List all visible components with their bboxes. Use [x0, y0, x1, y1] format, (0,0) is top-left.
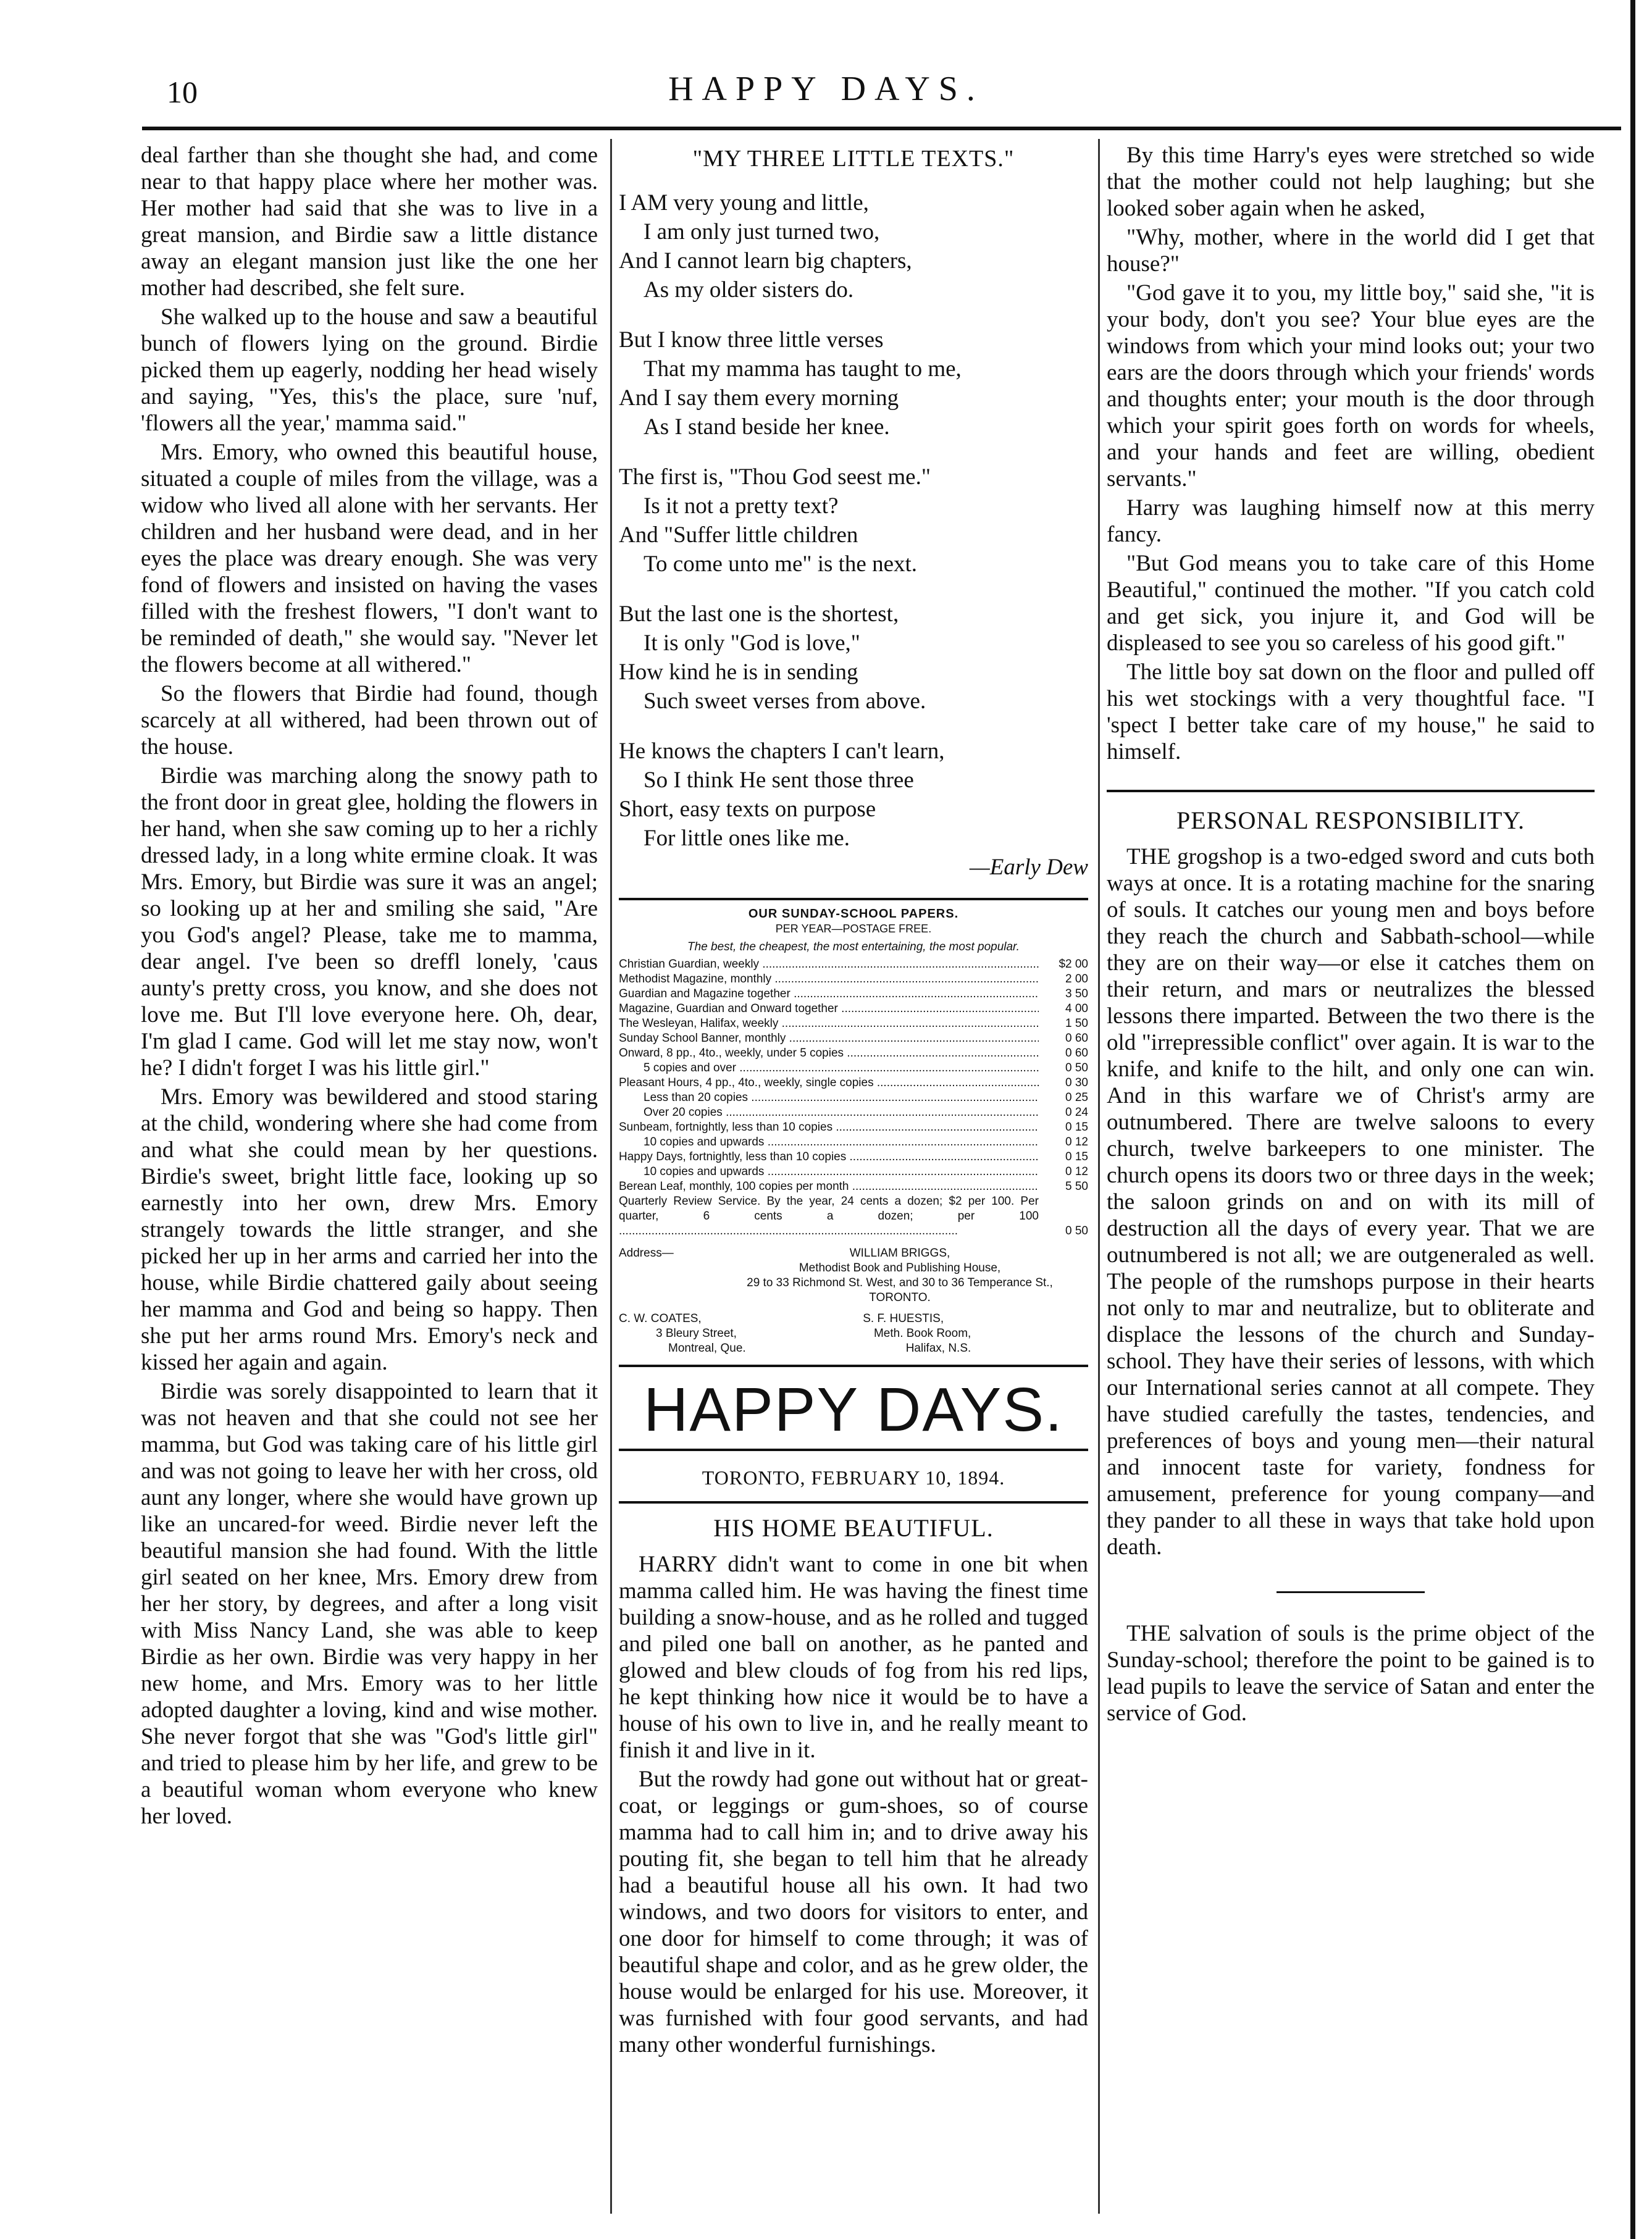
paragraph: But the rowdy had gone out without hat or great-coat, or leggings or gum-shoes, so of course mamma had to call him in; and to drive away his pouting fit, she began to tell him that he already had a beautiful house all his own. It had two windows, and two doors for visitors to enter, and one door for himself to come through; it was of beautiful shape and color, and as he grew older, the house would be enlarged for his use. Moreover, it was furnished with four good servants, and had many other wonderful furnishings. — [619, 1767, 1088, 2057]
poem-line: As I stand beside her knee. — [644, 414, 890, 440]
paragraph-text: didn't want to come in one bit when mamma called him. He was having the finest time building a snow-house, and as he rolled and tugged and piled one ball on another, as he panted and glowed and blew clouds of fog from his red lips, he kept thinking how nice it would be to have a house of his own to live in, and he really meant to finish it and live in it. — [619, 1552, 1088, 1763]
price-label: Magazine, Guardian and Onward together ..... — [619, 1002, 1039, 1016]
price-value: 1 50 — [1065, 1017, 1088, 1030]
price-row — [619, 1150, 1088, 1165]
price-label: Sunbeam, fortnightly, less than 10 copies ..... — [619, 1120, 1039, 1135]
price-label: The Wesleyan, Halifax, weekly ..... — [619, 1016, 1039, 1031]
agent-line: Montreal, Que. — [668, 1342, 746, 1355]
price-value: 0 12 — [1065, 1136, 1088, 1149]
paragraph: By this time Harry's eyes were stretched so wide that the mother could not help laughing; but she looked sober again when he asked, — [1107, 143, 1595, 221]
price-label: Onward, 8 pp., 4to., weekly, under 5 copies ..... — [619, 1046, 1039, 1061]
poem-stanza — [619, 327, 1088, 440]
agent-line: Meth. Book Room, — [873, 1327, 971, 1340]
papers-intro: The best, the cheapest, the most entertaining, the most popular. — [687, 940, 1020, 953]
poem-line: I AM very young and little, — [619, 190, 869, 216]
poem-credit: —Early Dew — [969, 855, 1088, 880]
price-label: 10 copies and upwards ..... — [619, 1165, 1039, 1179]
poem-line: And I say them every morning — [619, 385, 899, 411]
article-home-beautiful-part1 — [619, 1551, 1088, 2058]
price-value: 0 30 — [1065, 1076, 1088, 1089]
price-value: 0 60 — [1065, 1047, 1088, 1060]
price-row — [619, 1105, 1088, 1120]
paragraph: "God gave it to you, my little boy," said she, "it is your body, don't you see? Your blue eyes are the windows from which your mind looks out; your two ears are the doors through which your friends' words and thoughts enter; your mouth is the door through which your spirit goes forth on words for wheels, and your hands and feet are willing, obedient servants." — [1107, 280, 1595, 492]
poem — [619, 190, 1088, 852]
agents — [619, 1312, 1088, 1356]
paragraph: The little boy sat down on the floor and pulled off his wet stockings with a very thoughtful face. "I 'spect I better take care of my house," he said to himself. — [1107, 659, 1595, 764]
price-value: 0 15 — [1065, 1121, 1088, 1134]
paragraph: Mrs. Emory was bewildered and stood staring at the child, wondering where she had come from and what she could mean by her questions. Birdie's sweet, bright little face, looking up so earnestly into her own, drew Mrs. Emory strangely towards the little stranger, and she picked her up in her arms and carried her into the house, while Birdie chattered gaily about seeing her mamma and God and being so happy. Then she put her arms round Mrs. Emory's neck and kissed her again and again. — [141, 1084, 598, 1375]
price-value: 5 50 — [1065, 1180, 1088, 1193]
column-divider-1 — [610, 139, 612, 2214]
poem-line: Short, easy texts on purpose — [619, 797, 876, 822]
article-title-home-beautiful: HIS HOME BEAUTIFUL. — [713, 1514, 994, 1542]
poem-line: And "Suffer little children — [619, 522, 858, 548]
price-value: 0 12 — [1065, 1165, 1088, 1178]
price-row — [619, 1076, 1088, 1090]
price-row — [619, 1016, 1088, 1031]
price-row — [619, 1135, 1088, 1150]
paragraph: Mrs. Emory, who owned this beautiful house, situated a couple of miles from the village, was a widow who lived all alone with her servants. Her children and her husband were dead, and in her eyes the place was dreary enough. She was very fond of flowers and insisted on having the vases filled with the freshest flowers, "I don't want to be reminded of death," she would say. "Never let the flowers become at all withered." — [141, 440, 598, 677]
poem-stanza — [619, 738, 1088, 852]
price-row — [619, 957, 1088, 972]
column-divider-2 — [1098, 139, 1100, 2214]
price-row — [619, 1061, 1088, 1076]
poem-line: I am only just turned two, — [644, 219, 880, 245]
price-label: Methodist Magazine, monthly ..... — [619, 972, 1039, 987]
poem-line: The first is, "Thou God seest me." — [619, 464, 931, 490]
price-rows — [619, 957, 1088, 1239]
paragraph: So the flowers that Birdie had found, though scarcely at all withered, had been thrown out of the house. — [141, 681, 598, 760]
price-row — [619, 1002, 1088, 1016]
price-label: Christian Guardian, weekly ..... — [619, 957, 1039, 972]
price-value: 0 15 — [1065, 1150, 1088, 1163]
masthead-rule — [619, 1449, 1088, 1451]
dateline-rule — [619, 1501, 1088, 1504]
publisher-name: WILLIAM BRIGGS, — [849, 1247, 950, 1260]
agent-line: C. W. COATES, — [619, 1312, 702, 1325]
poem-line: For little ones like me. — [644, 826, 850, 851]
price-label: 5 copies and over ..... — [619, 1061, 1039, 1076]
poem-stanza — [619, 190, 1088, 303]
poem-line: As my older sisters do. — [644, 277, 854, 303]
article-personal-responsibility — [1107, 843, 1595, 1560]
paragraph: She walked up to the house and saw a beautiful bunch of flowers lying on the ground. Birdie picked them up eagerly, nodding her head wisely and saying, "Yes, this's the place, sure 'nuf, 'flowers all the year,' mamma said." — [141, 304, 598, 436]
poem-stanza — [619, 601, 1088, 714]
lead-word: THE — [1126, 844, 1171, 869]
paragraph-text: grogshop is a two-edged sword and cuts both ways at once. It is a rotating machine for the snaring of souls. It catches our young men and boys before they reach the church and Sabbath-school—while they are on their way—or else it catches them on their return, and mars or neutralizes the blessed lessons there imparted. Between the two there is the old "irrepressible conflict" over again. It is war to the knife, and knife to the hilt, and only one can win. And in this warfare we of Christ's army are outnumbered. There are twelve saloons to every church, twelve barkeepers to one minister. The church opens its doors two or three days in the week; the saloon grinds on and on with its mill of destruction all the days of every year. That we are outnumbered is not all; we are outgeneraled as well. The people of the rumshops purpose in their hearts not only to mar and neutralize, but to obliterate and displace the lessons of the church and Sunday-school. They have their series of lessons, with which our International series cannot at all compete. They have studied carefully the tastes, tendencies, and preferences of boys and young men—their natural and innocent taste for variety, fondness for amusement, preference for young company—and they pander to all these in ways that take hold upon death. — [1107, 844, 1595, 1560]
address-line: 29 to 33 Richmond St. West, and 30 to 36 Temperance St., — [747, 1276, 1053, 1289]
header-rule — [142, 127, 1621, 130]
poem-line: How kind he is in sending — [619, 659, 858, 685]
paragraph: Birdie was sorely disappointed to learn that it was not heaven and that she could not see her mamma, but God was taking care of his little girl and was not going to leave her with her cross, old aunt any longer, where she would have grown up like an uncared-for weed. Birdie never left the beautiful mansion she had found. With the little girl seated on her knee, Mrs. Emory drew from her her story, by degrees, and after a long visit with Miss Nancy Land, she was able to keep Birdie as her own. Birdie was very happy in her new home, and Mrs. Emory was to her little adopted daughter a loving, kind and wise mother. She never forgot that she was "God's little girl" and tried to please him by her life, and grew to be a beautiful woman whom everyone who knew her loved. — [141, 1379, 598, 1829]
paragraph: Birdie was marching along the snowy path to the front door in great glee, holding the flowers in her hand, when she saw coming up to her a richly dressed lady, in a long white ermine cloak. It was Mrs. Emory, but Birdie was sure it was an angel; so looking up at her and smiling she said, "Are you God's angel? Please, take me to mamma, dear angel. I've been so dreffl lonely, 'caus aunty's pretty cross, you know, and she does not love me. But I'll love everyone here. Oh, dear, I'm glad I came. God will let me stay now, won't he? I didn't forget I was his little girl." — [141, 763, 598, 1081]
masthead-top-rule — [619, 1365, 1088, 1367]
scan-edge-bar — [1630, 0, 1635, 2239]
paragraph: "But God means you to take care of this Home Beautiful," continued the mother. "If you catch cold and get sick, you injure it, and God will be displeased to see you so careless of his good gift." — [1107, 551, 1595, 656]
papers-subtitle: PER YEAR—POSTAGE FREE. — [775, 923, 932, 935]
poem-line: It is only "God is love," — [644, 630, 860, 656]
price-label: 10 copies and upwards ..... — [619, 1135, 1039, 1150]
price-value: 4 00 — [1065, 1002, 1088, 1015]
papers-top-rule — [619, 898, 1088, 900]
masthead: HAPPY DAYS. — [644, 1375, 1063, 1444]
paragraph: "Why, mother, where in the world did I get that house?" — [1107, 225, 1595, 277]
publisher-address — [619, 1246, 1088, 1305]
price-value: $2 00 — [1059, 958, 1088, 971]
paragraph — [619, 1551, 1088, 1764]
poem-line: Such sweet verses from above. — [644, 688, 926, 714]
agent-line: 3 Bleury Street, — [656, 1327, 737, 1340]
column-1 — [141, 142, 598, 1830]
paragraph — [1107, 1620, 1595, 1726]
price-label: Berean Leaf, monthly, 100 copies per month ..... — [619, 1179, 1039, 1194]
paragraph-text: salvation of souls is the prime object of the Sunday-school; therefore the point to be gained is to lead pupils to leave the service of Satan and enter the service of God. — [1107, 1621, 1595, 1726]
price-value: 0 24 — [1065, 1106, 1088, 1119]
price-value: 3 50 — [1065, 987, 1088, 1000]
running-header-title: HAPPY DAYS. — [668, 70, 984, 108]
price-label: Over 20 copies ..... — [619, 1105, 1039, 1120]
address-line: Methodist Book and Publishing House, — [799, 1262, 1001, 1274]
price-row — [619, 1046, 1088, 1061]
agent-montreal — [619, 1312, 844, 1356]
poem-title: "MY THREE LITTLE TEXTS." — [692, 146, 1015, 172]
poem-line: So I think He sent those three — [644, 768, 914, 793]
price-label: Pleasant Hours, 4 pp., 4to., weekly, single copies ..... — [619, 1076, 1039, 1090]
poem-line: And I cannot learn big chapters, — [619, 248, 912, 274]
article-home-beautiful-part2 — [1107, 142, 1595, 765]
paragraph: deal farther than she thought she had, and come near to that happy place where her mother was. Her mother had said that she was to live in a great mansion, and Birdie saw a little distance away an elegant mansion just like the one her mother had described, she felt sure. — [141, 143, 598, 301]
lead-word: THE — [1126, 1621, 1171, 1646]
poem-line: But the last one is the shortest, — [619, 601, 899, 627]
page-number: 10 — [167, 75, 198, 109]
lead-word: HARRY — [639, 1552, 718, 1577]
price-row — [619, 1194, 1088, 1239]
column-3 — [1107, 142, 1595, 1726]
article-title-personal-responsibility: PERSONAL RESPONSIBILITY. — [1176, 806, 1525, 834]
price-row — [619, 972, 1088, 987]
poem-line: That my mamma has taught to me, — [644, 356, 962, 382]
agent-line: S. F. HUESTIS, — [863, 1312, 944, 1325]
price-label: Less than 20 copies ..... — [619, 1090, 1039, 1105]
article-separator-rule — [1107, 790, 1595, 792]
price-label: Quarterly Review Service. By the year, 24 cents a dozen; $2 per 100. Per quarter, 6 cents a dozen; per 100 ..... — [619, 1194, 1039, 1239]
papers-price-list — [619, 906, 1088, 1356]
price-value: 0 60 — [1065, 1032, 1088, 1045]
poem-stanza — [619, 464, 1088, 577]
agent-line: Halifax, N.S. — [905, 1342, 971, 1355]
price-value: 2 00 — [1065, 973, 1088, 986]
ornamental-rule — [1277, 1591, 1425, 1593]
paragraph — [1107, 843, 1595, 1560]
paragraph: Harry was laughing himself now at this merry fancy. — [1107, 495, 1595, 547]
address-label: Address— — [619, 1247, 674, 1260]
price-row — [619, 1090, 1088, 1105]
price-row — [619, 987, 1088, 1002]
price-value: 0 25 — [1065, 1091, 1088, 1104]
dateline: TORONTO, FEBRUARY 10, 1894. — [702, 1467, 1005, 1489]
poem-line: He knows the chapters I can't learn, — [619, 739, 945, 764]
column-2 — [619, 143, 1088, 2058]
price-value: 0 50 — [1065, 1224, 1088, 1237]
price-row — [619, 1031, 1088, 1046]
papers-title: OUR SUNDAY-SCHOOL PAPERS. — [748, 907, 959, 921]
price-row — [619, 1179, 1088, 1194]
poem-line: To come unto me" is the next. — [644, 551, 918, 577]
poem-line: But I know three little verses — [619, 327, 884, 353]
price-label: Happy Days, fortnightly, less than 10 copies ..... — [619, 1150, 1039, 1165]
price-row — [619, 1165, 1088, 1179]
poem-line: Is it not a pretty text? — [644, 493, 839, 519]
article-salvation-of-souls — [1107, 1620, 1595, 1726]
price-row — [619, 1120, 1088, 1135]
price-label: Guardian and Magazine together ..... — [619, 987, 1039, 1002]
agent-halifax — [863, 1312, 1088, 1356]
price-value: 0 50 — [1065, 1061, 1088, 1074]
address-line: TORONTO. — [869, 1291, 931, 1304]
price-label: Sunday School Banner, monthly ..... — [619, 1031, 1039, 1046]
